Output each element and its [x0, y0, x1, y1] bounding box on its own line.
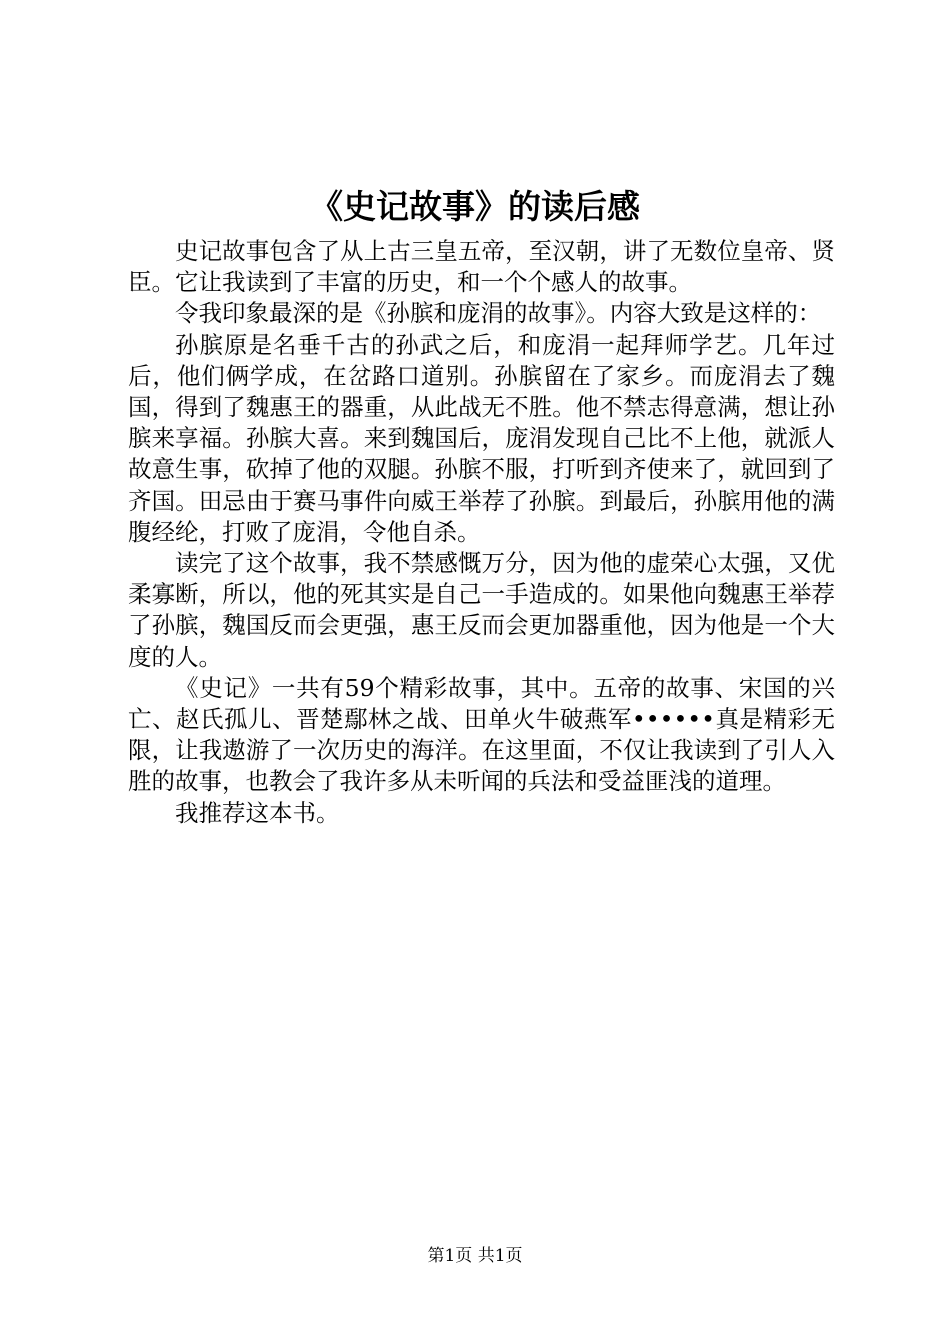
paragraph-reflection: 读完了这个故事，我不禁感慨万分，因为他的虚荣心太强，又优柔寡断，所以，他的死其实是自己一手造成的。如果他向魏惠王举荐了孙膑，魏国反而会更强，惠王反而会更加器重他，因为他是一个大度的人。 [128, 549, 835, 671]
paragraph-recommendation: 我推荐这本书。 [175, 798, 340, 827]
page-number-footer: 第1页 共1页 [427, 1246, 523, 1266]
paragraph-book-contents: 《史记》一共有59个精彩故事，其中。五帝的故事、宋国的兴亡、赵氏孤儿、晋楚鄢林之战、田单火牛破燕军••••••真是精彩无限，让我遨游了一次历史的海洋。在这里面，不仅让我读到了引人入胜的故事，也教会了我许多从未听闻的兵法和受益匪浅的道理。 [128, 673, 835, 796]
paragraph-story: 孙膑原是名垂千古的孙武之后，和庞涓一起拜师学艺。几年过后，他们俩学成，在岔路口道别。孙膑留在了家乡。而庞涓去了魏国，得到了魏惠王的器重，从此战无不胜。他不禁志得意满，想让孙膑来享福。孙膑大喜。来到魏国后，庞涓发现自己比不上他，就派人故意生事，砍掉了他的双腿。孙膑不服，打听到齐使来了，就回到了齐国。田忌由于赛马事件向威王举荐了孙膑。到最后，孙膑用他的满腹经纶，打败了庞涓，令他自杀。 [128, 330, 835, 546]
paragraph-impression: 令我印象最深的是《孙膑和庞涓的故事》。内容大致是这样的： [175, 299, 822, 328]
document-title: 《史记故事》的读后感 [310, 187, 640, 226]
document-body [128, 236, 835, 829]
paragraph-intro: 史记故事包含了从上古三皇五帝，至汉朝，讲了无数位皇帝、贤臣。它让我读到了丰富的历史，和一个个感人的故事。 [128, 237, 835, 297]
